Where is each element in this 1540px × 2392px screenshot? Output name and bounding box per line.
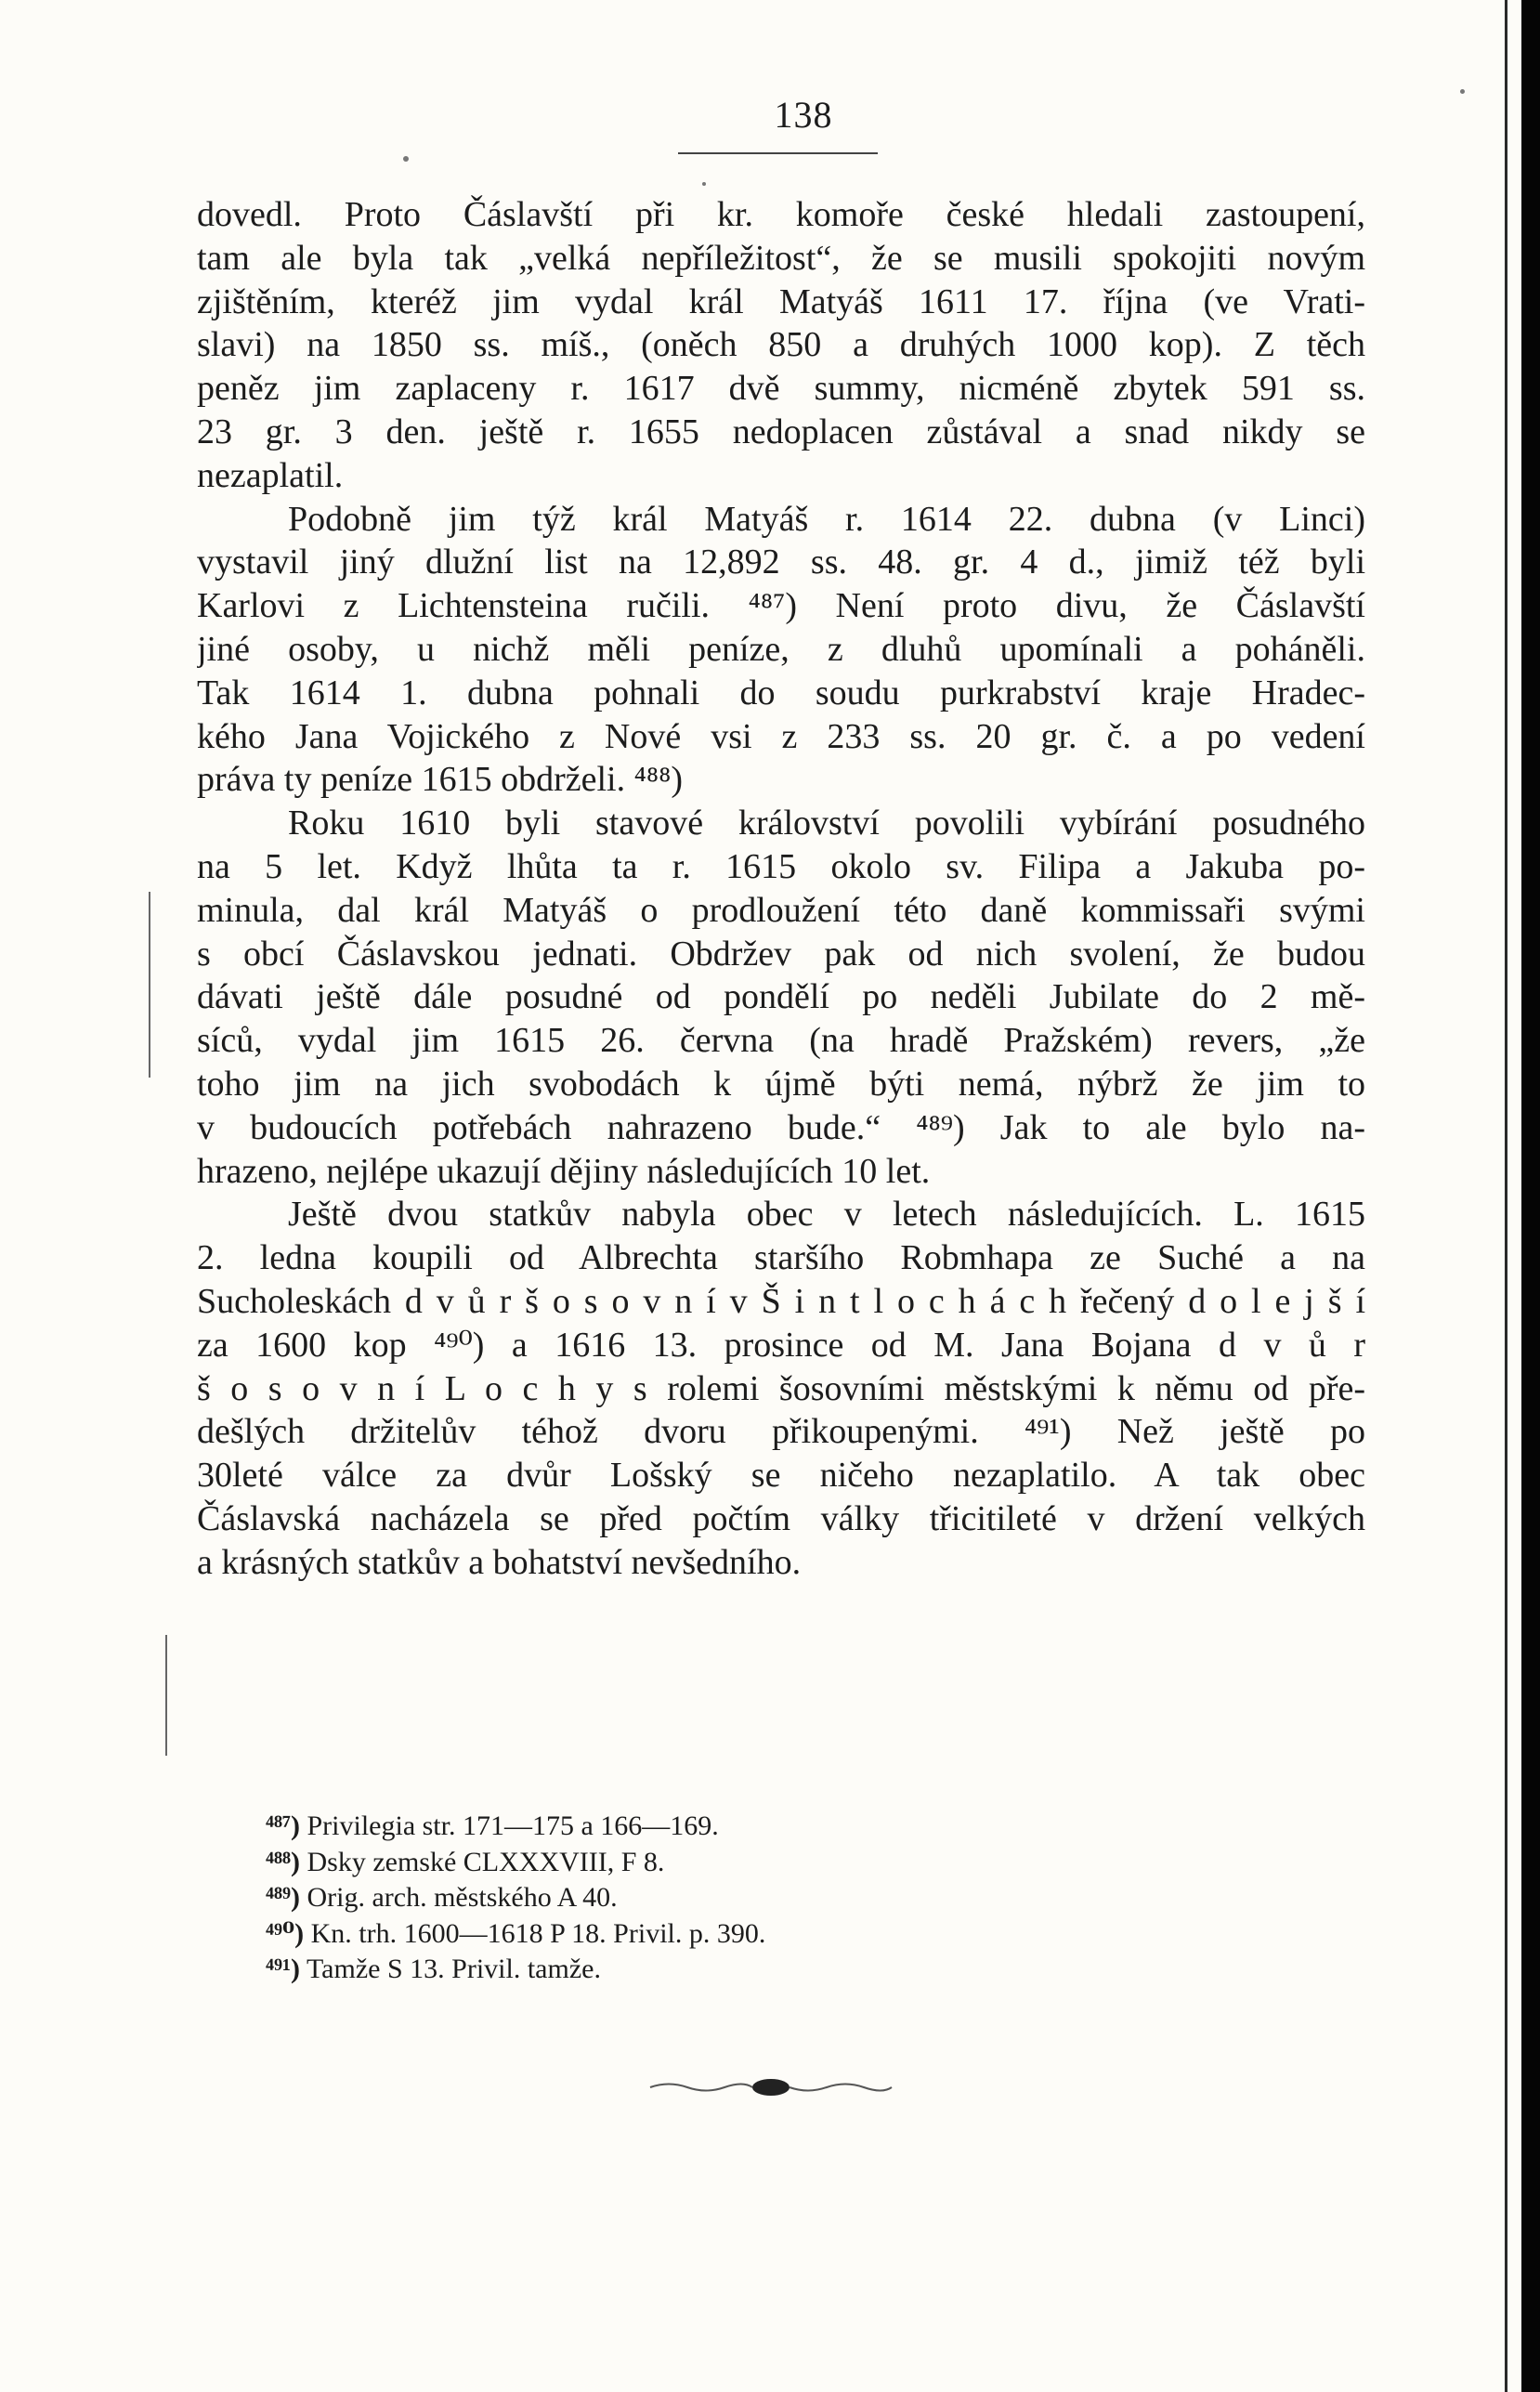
text-line: zjištěním, kteréž jim vydal král Matyáš 1611 17. října (ve Vrati- xyxy=(197,281,1365,321)
footnote-text: Dsky zemské CLXXXVIII, F 8. xyxy=(307,1846,665,1877)
footnote xyxy=(266,1809,1194,1845)
text-line: tam ale byla tak „velká nepříležitost“, že se musili spokojiti novým xyxy=(197,238,1365,278)
text-line: kého Jana Vojického z Nové vsi z 233 ss. 20 gr. č. a po vedení xyxy=(197,716,1365,756)
text-line: za 1600 kop ⁴⁹⁰) a 1616 13. prosince od M. Jana Bojana d v ů r xyxy=(197,1325,1365,1365)
text-line: Tak 1614 1. dubna pohnali do soudu purkrabství kraje Hradec- xyxy=(197,673,1365,712)
header-rule xyxy=(678,152,878,154)
text-line: Roku 1610 byli stavové království povolili vybírání posudného xyxy=(288,804,1365,843)
text-line: Podobně jim týž král Matyáš r. 1614 22. dubna (v Linci) xyxy=(288,499,1365,539)
text-line: Ještě dvou statkův nabyla obec v letech následujících. L. 1615 xyxy=(288,1195,1365,1235)
footnote-text: Tamže S 13. Privil. tamže. xyxy=(306,1954,601,1985)
footnote xyxy=(266,1916,1194,1953)
page-edge-line xyxy=(1505,0,1507,2392)
text-line: slavi) na 1850 ss. míš., (oněch 850 a druhých 1000 kop). Z těch xyxy=(197,325,1365,365)
footnote-text: Privilegia str. 171—175 a 166—169. xyxy=(307,1810,719,1841)
text-line: práva ty peníze 1615 obdrželi. ⁴⁸⁸) xyxy=(197,760,684,800)
footnote-mark: ⁴⁸⁷) xyxy=(266,1810,300,1841)
text-line: hrazeno, nejlépe ukazují dějiny následujících 10 let. xyxy=(197,1151,931,1191)
end-ornament xyxy=(632,2073,910,2101)
footnote xyxy=(266,1952,1194,1988)
text-line: nezaplatil. xyxy=(197,455,344,495)
text-line: síců, vydal jim 1615 26. června (na hradě Pražském) revers, „že xyxy=(197,1021,1365,1061)
footnote-text: Orig. arch. městského A 40. xyxy=(307,1882,618,1914)
text-line: 23 gr. 3 den. ještě r. 1655 nedoplacen zůstával a snad nikdy se xyxy=(197,412,1365,451)
paper-speck xyxy=(403,156,409,162)
text-line: dešlých držitelův téhož dvoru přikoupenými. ⁴⁹¹) Než ještě po xyxy=(197,1412,1365,1452)
text-line: a krásných statkův a bohatství nevšedního. xyxy=(197,1542,802,1582)
footnote xyxy=(266,1845,1194,1881)
text-line: 2. ledna koupili od Albrechta staršího Robmhapa ze Suché a na xyxy=(197,1238,1365,1278)
text-line: s obcí Čáslavskou jednati. Obdržev pak od nich svolení, že budou xyxy=(197,934,1365,974)
margin-mark xyxy=(149,892,150,1078)
text-line: peněz jim zaplaceny r. 1617 dvě summy, nicméně zbytek 591 ss. xyxy=(197,369,1365,409)
footnote xyxy=(266,1880,1194,1916)
text-line: minula, dal král Matyáš o prodloužení této daně kommissaři svými xyxy=(197,890,1365,930)
text-line: dovedl. Proto Čáslavští při kr. komoře české hledali zastoupení, xyxy=(197,195,1365,234)
text-line: Karlovi z Lichtensteina ručili. ⁴⁸⁷) Není proto divu, že Čáslavští xyxy=(197,586,1365,626)
footnotes xyxy=(266,1809,1194,1988)
margin-mark xyxy=(165,1635,167,1756)
footnote-mark: ⁴⁹⁰) xyxy=(266,1917,305,1949)
text-line: na 5 let. Když lhůta ta r. 1615 okolo sv. Filipa a Jakuba po- xyxy=(197,846,1365,886)
footnote-mark: ⁴⁹¹) xyxy=(266,1954,300,1985)
paper-speck xyxy=(702,182,706,186)
body-text xyxy=(197,193,1365,1585)
text-line: jiné osoby, u nichž měli peníze, z dluhů upomínali a poháněli. xyxy=(197,629,1365,669)
text-line: 30leté válce za dvůr Lošský se ničeho nezaplatilo. A tak obec xyxy=(197,1456,1365,1496)
footnote-mark: ⁴⁸⁹) xyxy=(266,1882,300,1914)
text-line: Sucholeskách d v ů r š o s o v n í v Š i n t l o c h á c h řečený d o l e j š í xyxy=(197,1281,1365,1321)
paper-speck xyxy=(1460,89,1465,94)
text-line: Čáslavská nacházela se před počtím války třicitileté v držení velkých xyxy=(197,1498,1365,1538)
text-line: toho jim na jich svobodách k újmě býti nemá, nýbrž že jim to xyxy=(197,1064,1365,1104)
scan-border xyxy=(1521,0,1540,2392)
page-number: 138 xyxy=(774,94,833,136)
footnote-mark: ⁴⁸⁸) xyxy=(266,1846,300,1877)
text-line: v budoucích potřebách nahrazeno bude.“ ⁴⁸⁹) Jak to ale bylo na- xyxy=(197,1107,1365,1147)
footnote-text: Kn. trh. 1600—1618 P 18. Privil. p. 390. xyxy=(310,1917,766,1949)
text-line: dávati ještě dále posudné od pondělí po neděli Jubilate do 2 mě- xyxy=(197,977,1365,1017)
text-line: š o s o v n í L o c h y s rolemi šosovními městskými k němu od pře- xyxy=(197,1368,1365,1408)
text-line: vystavil jiný dlužní list na 12,892 ss. 48. gr. 4 d., jimiž též byli xyxy=(197,542,1365,582)
